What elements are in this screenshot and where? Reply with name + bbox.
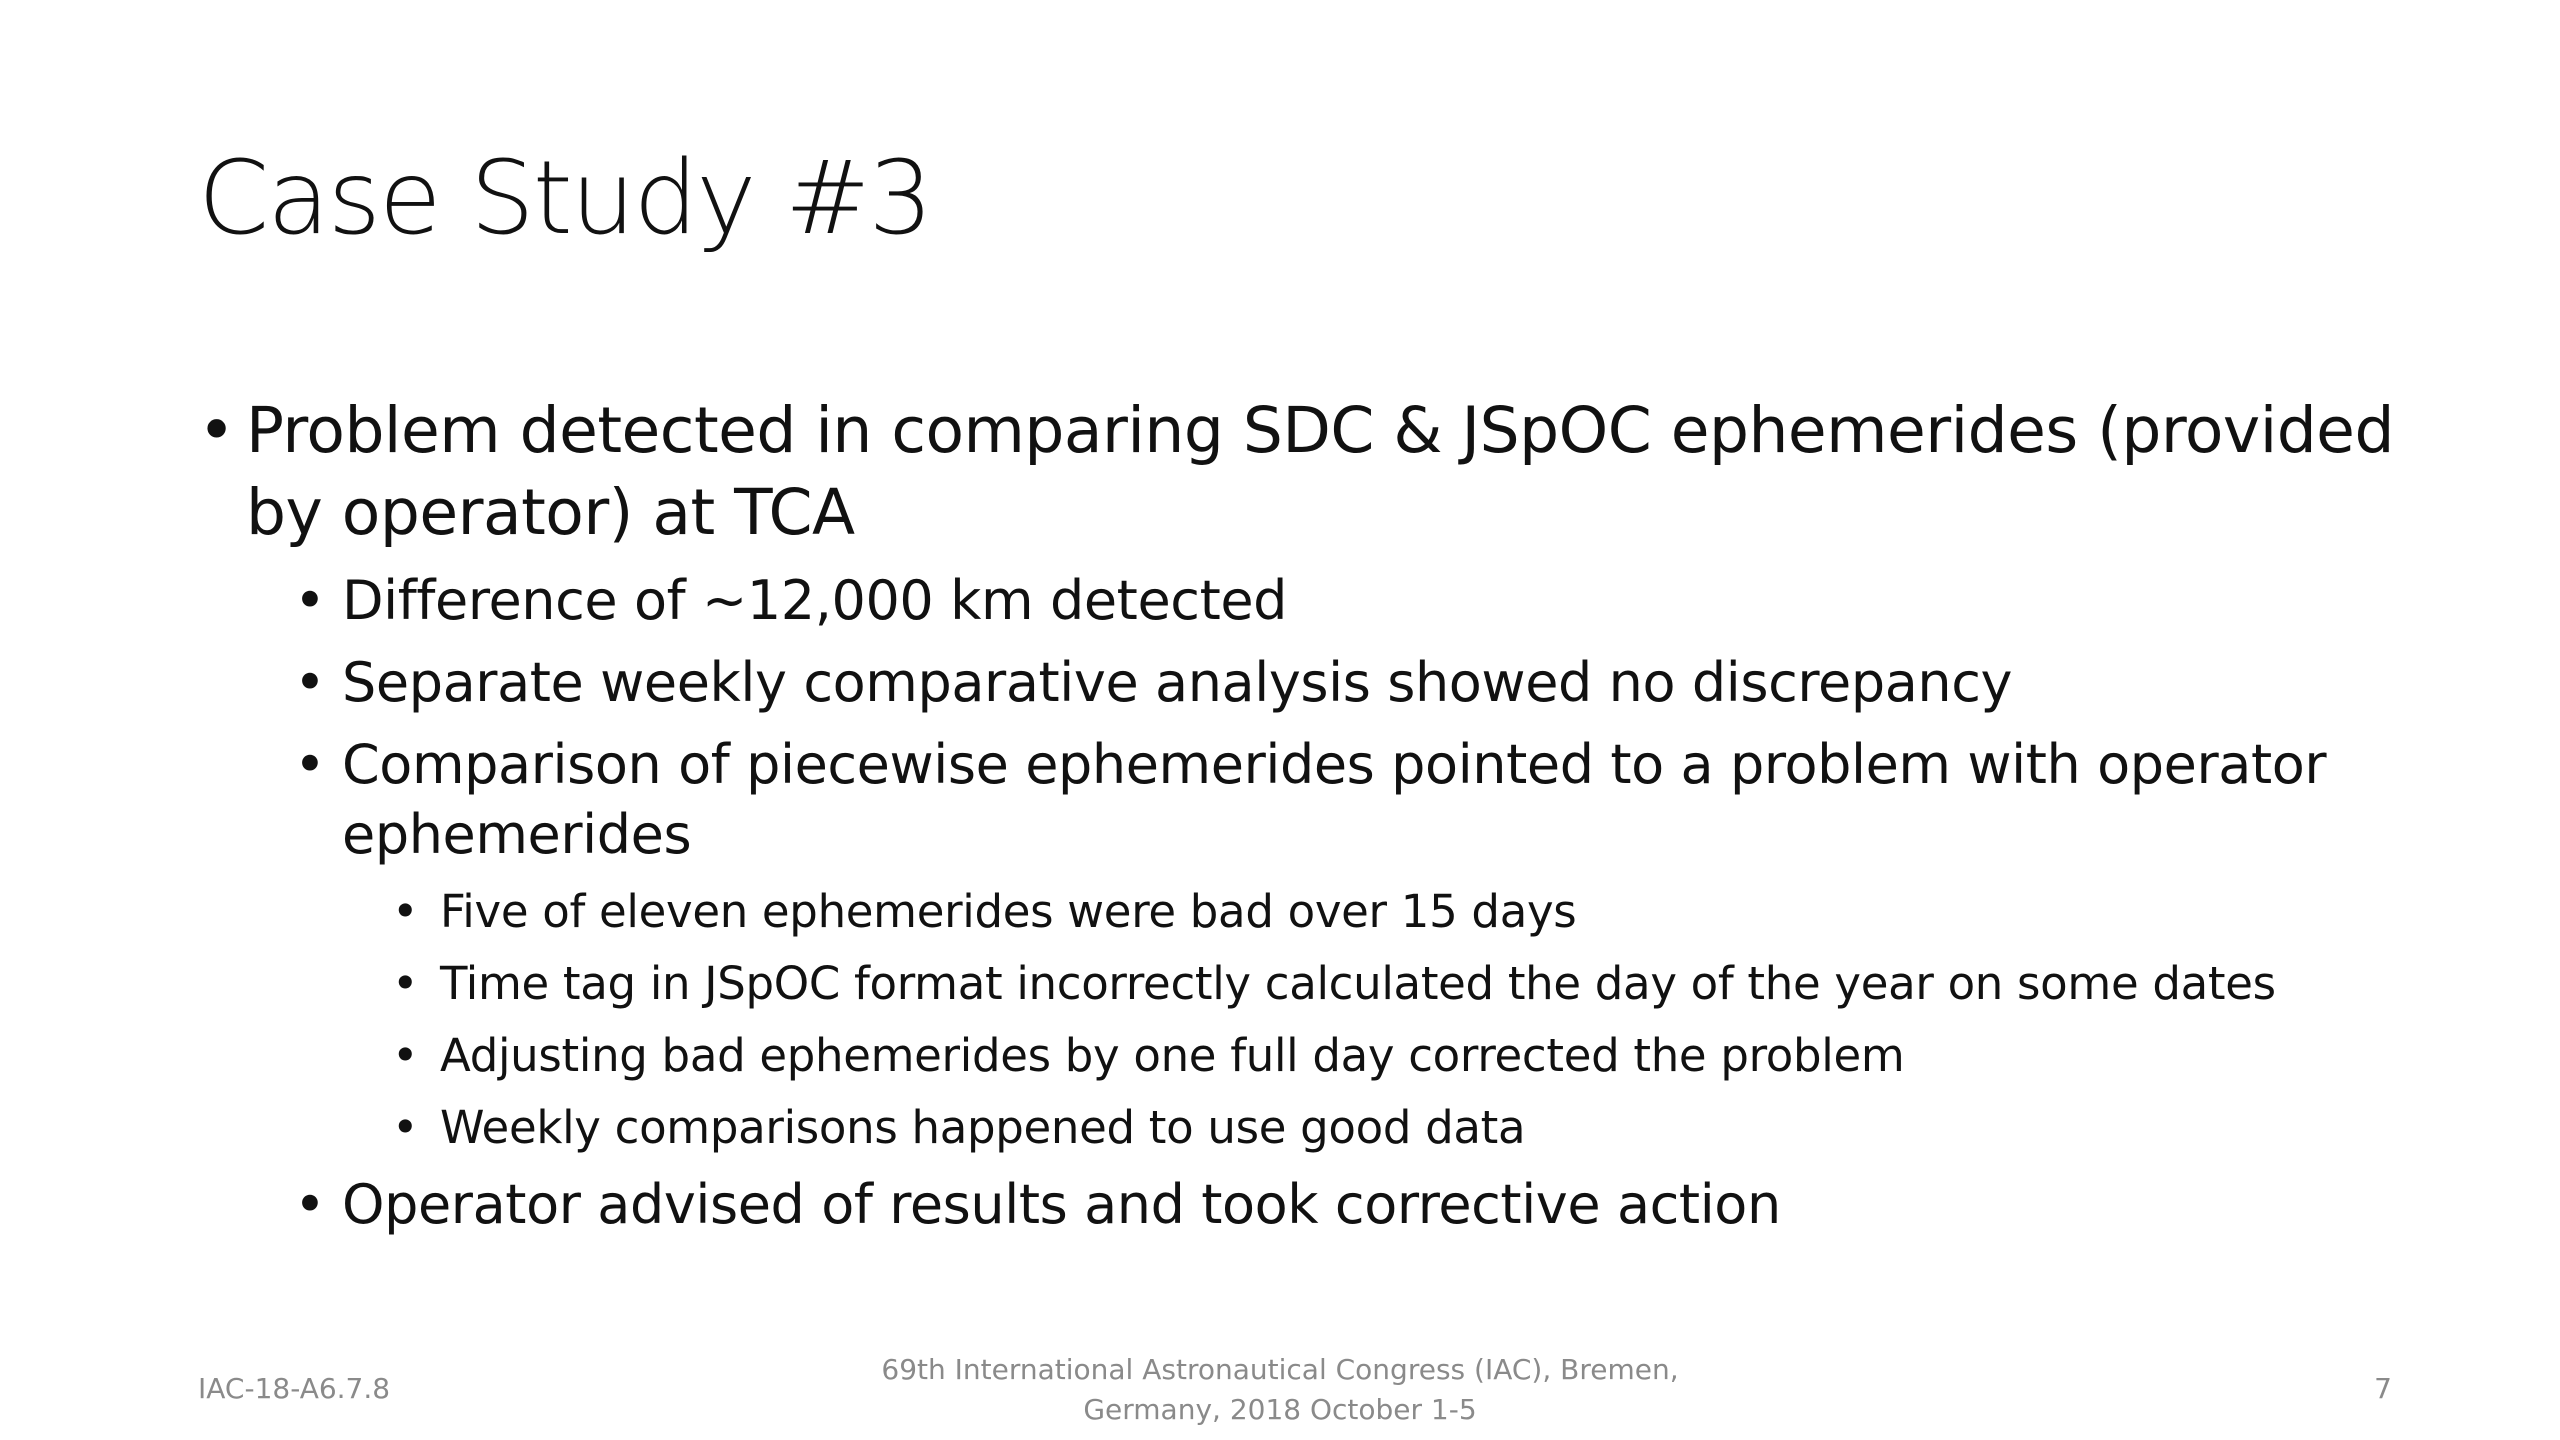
footer-conference-line2: Germany, 2018 October 1-5 <box>1083 1393 1477 1426</box>
bullet-text: Adjusting bad ephemerides by one full day corrected the problem <box>440 1029 1905 1082</box>
bullet-level2 <box>294 566 2398 636</box>
bullet-marker: • <box>392 957 419 1010</box>
bullet-level3 <box>392 954 2398 1014</box>
bullet-level2 <box>294 648 2398 718</box>
bullet-level2 <box>294 730 2398 870</box>
bullet-marker: • <box>198 394 235 467</box>
slide-number: 7 <box>2374 1372 2392 1405</box>
bullet-list <box>198 390 2398 1240</box>
bullet-marker: • <box>294 569 326 632</box>
bullet-text: Comparison of piecewise ephemerides pointed to a problem with operator ephemerides <box>342 733 2327 866</box>
bullet-level3 <box>392 1026 2398 1086</box>
bullet-level3 <box>392 882 2398 942</box>
bullet-level1 <box>198 390 2398 554</box>
footer-conference-line1: 69th International Astronautical Congress (IAC), Bremen, <box>881 1353 1679 1386</box>
bullet-text: Problem detected in comparing SDC & JSpOC ephemerides (provided by operator) at TCA <box>246 394 2394 549</box>
bullet-level3 <box>392 1098 2398 1158</box>
bullet-text: Weekly comparisons happened to use good data <box>440 1101 1526 1154</box>
bullet-marker: • <box>294 733 326 796</box>
bullet-text: Difference of ~12,000 km detected <box>342 569 1288 632</box>
bullet-text: Five of eleven ephemerides were bad over 15 days <box>440 885 1577 938</box>
bullet-marker: • <box>294 1173 326 1236</box>
footer-conference <box>780 1350 1780 1430</box>
bullet-level2 <box>294 1170 2398 1240</box>
bullet-text: Time tag in JSpOC format incorrectly calculated the day of the year on some dates <box>440 957 2276 1010</box>
bullet-marker: • <box>392 1029 419 1082</box>
bullet-marker: • <box>294 651 326 714</box>
bullet-marker: • <box>392 1101 419 1154</box>
footer-paper-id: IAC-18-A6.7.8 <box>198 1372 391 1405</box>
bullet-text: Operator advised of results and took corrective action <box>342 1173 1781 1236</box>
bullet-marker: • <box>392 885 419 938</box>
slide-title: Case Study #3 <box>198 139 932 258</box>
bullet-text: Separate weekly comparative analysis showed no discrepancy <box>342 651 2013 714</box>
